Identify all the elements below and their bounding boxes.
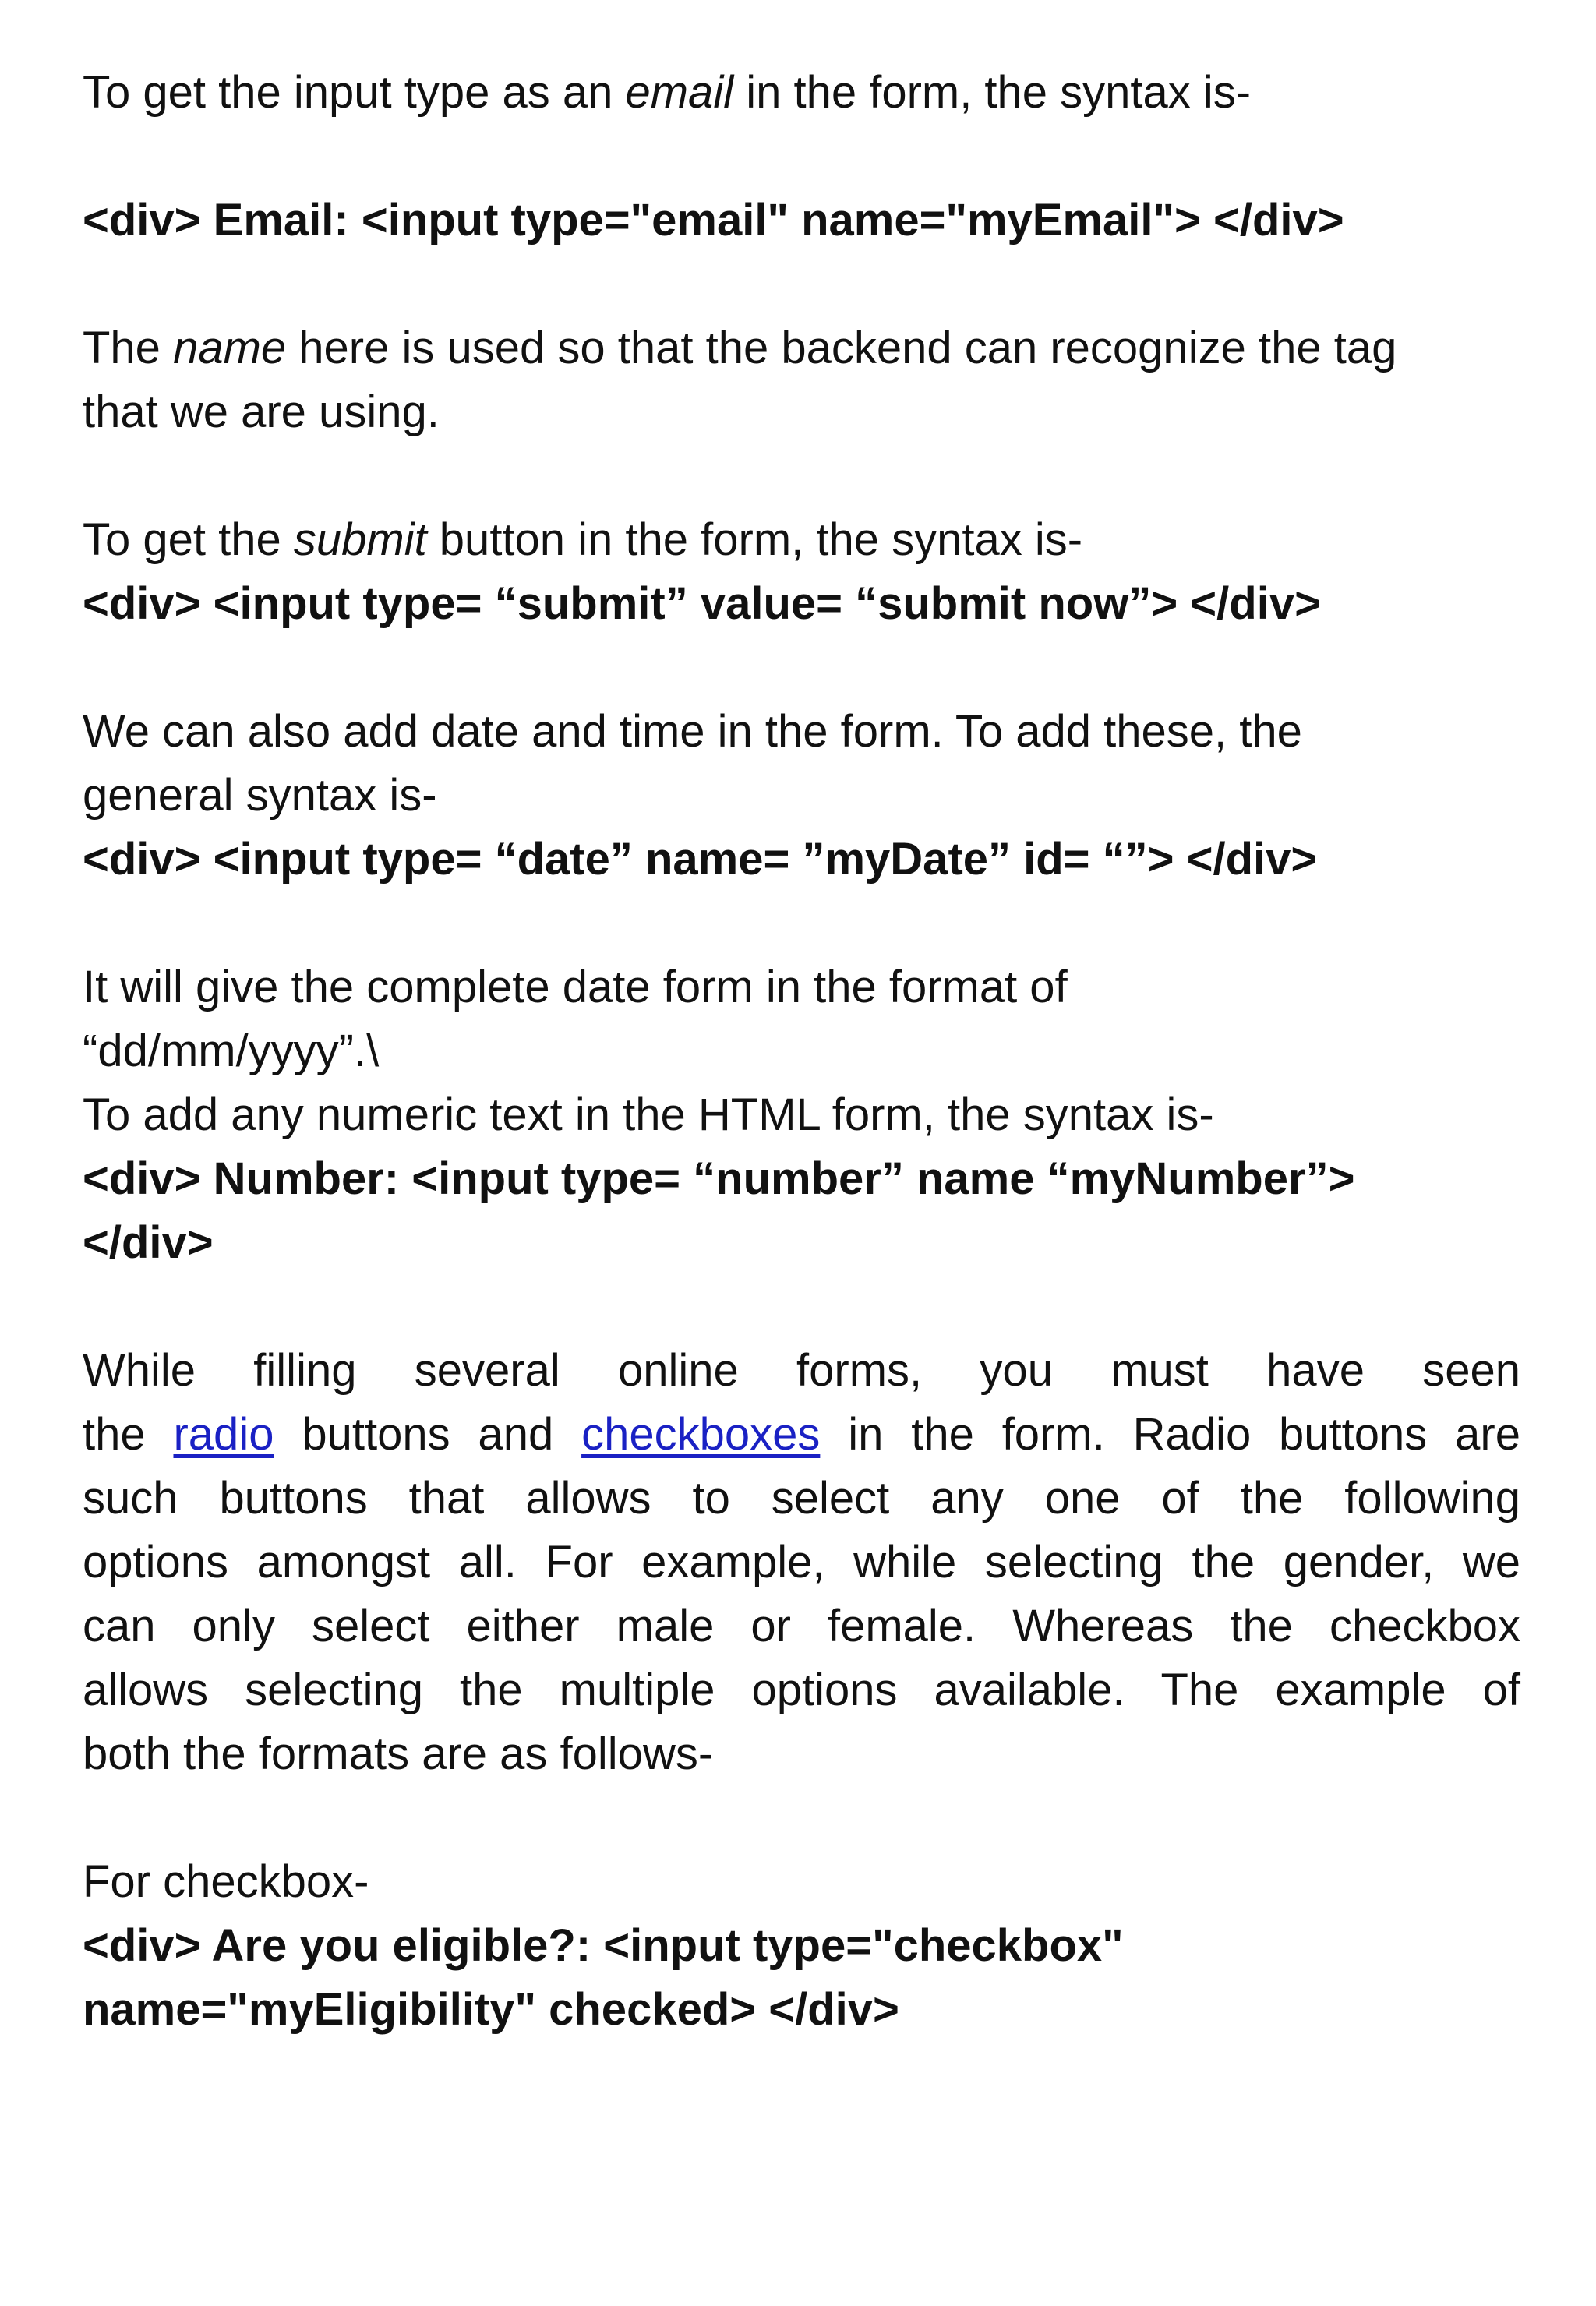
date-intro-line2: general syntax is- <box>83 770 437 821</box>
name-note-text: The <box>83 323 174 373</box>
name-note-emphasis: name <box>173 323 287 373</box>
radio-paragraph-line4 <box>83 1531 1520 1594</box>
radio-paragraph-line3 <box>83 1467 1520 1531</box>
submit-intro-text-end: button in the form, the syntax is- <box>426 514 1083 565</box>
paragraph-text: the <box>83 1409 174 1460</box>
radio-paragraph-line6 <box>83 1658 1520 1722</box>
radio-link[interactable]: radio <box>173 1409 274 1460</box>
radio-paragraph-line5 <box>83 1594 1520 1658</box>
radio-paragraph-line7: both the formats are as follows- <box>83 1729 714 1779</box>
paragraph-text: in the form. Radio buttons are <box>820 1409 1520 1460</box>
submit-code: <div> <input type= “submit” value= “submit now”> </div> <box>83 578 1321 629</box>
checkbox-intro: For checkbox- <box>83 1856 369 1907</box>
email-intro-emphasis: email <box>625 67 734 118</box>
paragraph-text: can only select either male or female. Whereas the checkbox <box>83 1601 1520 1651</box>
checkbox-code-line2: name="myEligibility" checked> </div> <box>83 1984 899 2035</box>
number-code-line1: <div> Number: <input type= “number” name “myNumber”> <box>83 1153 1355 1204</box>
email-code: <div> Email: <input type="email" name="myEmail"> </div> <box>83 195 1344 245</box>
number-code-line2: </div> <box>83 1217 214 1268</box>
submit-intro <box>83 508 1082 572</box>
paragraph-text: options amongst all. For example, while selecting the gender, we <box>83 1537 1520 1587</box>
paragraph-text: such buttons that allows to select any one of the following <box>83 1473 1520 1524</box>
email-intro-text: To get the input type as an <box>83 67 626 118</box>
email-intro-text-end: in the form, the syntax is- <box>733 67 1252 118</box>
name-note-text-end: here is used so that the backend can recognize the tag <box>286 323 1397 373</box>
email-intro <box>83 61 1251 125</box>
paragraph-text: buttons and <box>274 1409 582 1460</box>
radio-paragraph-line1 <box>83 1339 1520 1403</box>
checkboxes-link[interactable]: checkboxes <box>581 1409 821 1460</box>
name-note-line1 <box>83 316 1396 380</box>
number-intro: To add any numeric text in the HTML form, the syntax is- <box>83 1089 1214 1140</box>
submit-intro-text: To get the <box>83 514 294 565</box>
paragraph-text: While filling several online forms, you must have seen <box>83 1345 1520 1396</box>
submit-intro-emphasis: submit <box>293 514 427 565</box>
name-note-line2: that we are using. <box>83 387 440 437</box>
checkbox-code-line1: <div> Are you eligible?: <input type="checkbox" <box>83 1920 1124 1971</box>
paragraph-text: allows selecting the multiple options available. The example of <box>83 1665 1520 1715</box>
date-intro-line1: We can also add date and time in the form. To add these, the <box>83 706 1302 757</box>
radio-paragraph-line2 <box>83 1403 1520 1467</box>
date-code: <div> <input type= “date” name= ”myDate” id= “”> </div> <box>83 834 1318 885</box>
date-note-line1: It will give the complete date form in the format of <box>83 962 1068 1012</box>
date-note-line2: “dd/mm/yyyy”.\ <box>83 1026 380 1076</box>
